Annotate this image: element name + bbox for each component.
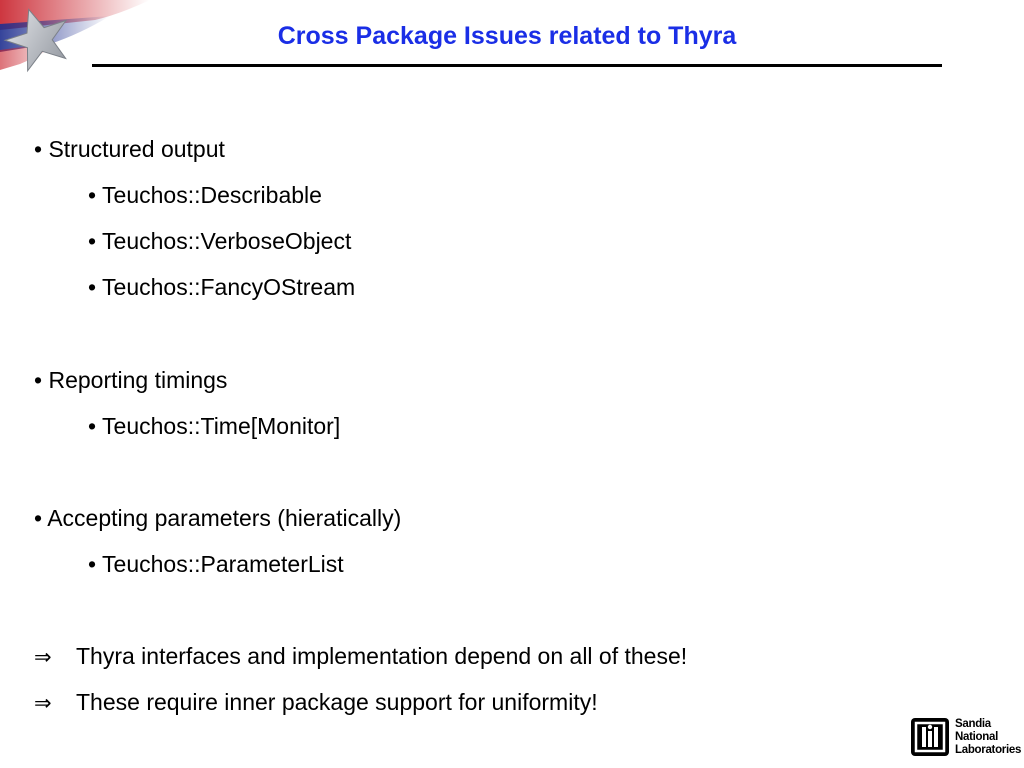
sandia-thunderbird-icon: [911, 718, 949, 756]
sub-bullet-parameter-list: [88, 550, 344, 578]
bullet-marker: •: [88, 228, 97, 254]
sandia-logo-text: Sandia National Laboratories: [955, 718, 1022, 756]
sub-bullet-fancy-ostream: [88, 273, 355, 301]
bullet-text: Structured output: [48, 136, 225, 162]
bullet-text: Teuchos::VerboseObject: [102, 228, 352, 254]
bullet-text: Reporting timings: [48, 367, 228, 393]
bullet-text: Teuchos::Describable: [102, 182, 322, 208]
bullet-text: Teuchos::ParameterList: [102, 551, 344, 577]
sub-bullet-time-monitor: [88, 412, 340, 440]
slide-title: Cross Package Issues related to Thyra: [277, 22, 737, 50]
conclusion-text: These require inner package support for uniformity!: [76, 689, 598, 715]
conclusion-depend: [34, 642, 687, 671]
implies-arrow-icon: ⇒: [34, 645, 52, 669]
bullet-marker: •: [88, 413, 97, 439]
sub-bullet-describable: [88, 181, 322, 209]
bullet-marker: •: [88, 182, 97, 208]
sub-bullet-verbose-object: [88, 227, 351, 255]
bullet-accepting-parameters: [34, 504, 401, 532]
bullet-marker: •: [34, 367, 43, 393]
bullet-marker: •: [88, 274, 97, 300]
bullet-structured-output: [34, 135, 225, 163]
conclusion-text: Thyra interfaces and implementation depend on all of these!: [76, 643, 688, 669]
bullet-marker: •: [88, 551, 97, 577]
sandia-logo: [911, 716, 1022, 760]
implies-arrow-icon: ⇒: [34, 691, 52, 715]
bullet-text: Teuchos::Time[Monitor]: [102, 413, 341, 439]
bullet-text: Accepting parameters (hieratically): [47, 505, 402, 531]
bullet-marker: •: [34, 505, 43, 531]
bullet-reporting-timings: [34, 366, 227, 394]
bullet-text: Teuchos::FancyOStream: [102, 274, 356, 300]
conclusion-require: [34, 688, 598, 717]
bullet-marker: •: [34, 136, 43, 162]
